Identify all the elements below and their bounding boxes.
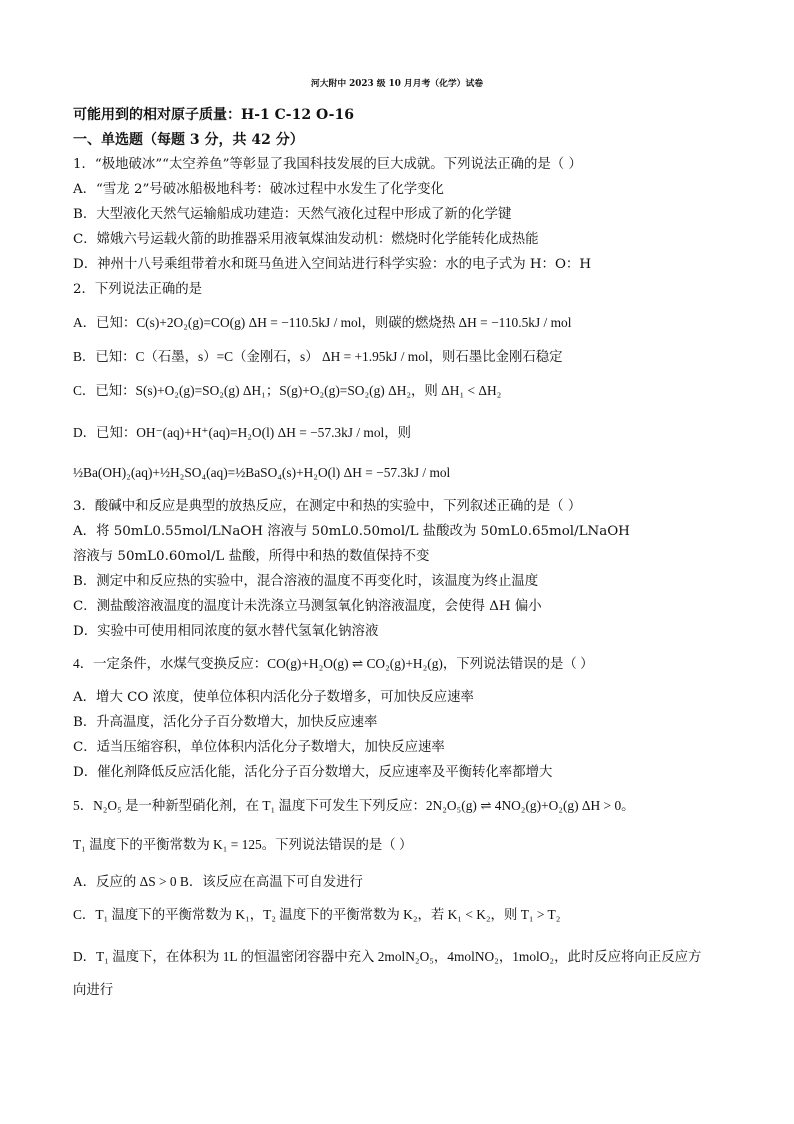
q3-option-c: C．测盐酸溶液温度的温度计未洗涤立马测氢氧化钠溶液温度，会使得 ΔH 偏小 (73, 599, 542, 614)
q5-option-ab: A．反应的 ΔS > 0 B．该反应在高温下可自发进行 (73, 874, 363, 889)
q4-option-b: B．升高温度，活化分子百分数增大，加快反应速率 (73, 715, 378, 730)
q1-stem: 1．“极地破冰”“太空养鱼”等彰显了我国科技发展的巨大成就。下列说法正确的是（ ） (73, 157, 582, 172)
q5-stem-line2: T₁ 温度下的平衡常数为 K₁ = 125。下列说法错误的是（ ） (73, 837, 413, 852)
q4-stem: 4．一定条件，水煤气变换反应：CO(g)+H₂O(g) ⇌ CO₂(g)+H₂(g)，下列说法错误的是（ ） (73, 656, 594, 671)
q2-option-a: A．已知：C(s)+2O₂(g)=CO(g) ΔH = −110.5kJ / mol，则碳的燃烧热 ΔH = −110.5kJ / mol (73, 315, 572, 330)
section-heading: 一、单选题（每题 3 分，共 42 分） (73, 132, 304, 148)
q5-option-d-line1: D．T₁ 温度下，在体积为 1L 的恒温密闭容器中充入 2molN₂O₅，4molNO₂，1molO₂，此时反应将向正反应方 (73, 949, 702, 964)
q1-option-b: B．大型液化天然气运输船成功建造：天然气液化过程中形成了新的化学键 (73, 207, 512, 222)
q2-stem: 2．下列说法正确的是 (73, 282, 203, 297)
q2-option-d-line1: D．已知：OH⁻(aq)+H⁺(aq)=H₂O(l) ΔH = −57.3kJ / mol，则 (73, 425, 412, 440)
q3-option-b: B．测定中和反应热的实验中，混合溶液的温度不再变化时，该温度为终止温度 (73, 574, 539, 589)
q2-option-b: B．已知：C（石墨，s）=C（金刚石，s） ΔH = +1.95kJ / mol，则石墨比金刚石稳定 (73, 349, 563, 364)
atomic-mass-line: 可能用到的相对原子质量：H-1 C-12 O-16 (73, 107, 354, 123)
q3-option-d: D．实验中可使用相同浓度的氨水替代氢氧化钠溶液 (73, 624, 379, 639)
q3-option-a-line1: A．将 50mL0.55mol/LNaOH 溶液与 50mL0.50mol/L 盐酸改为 50mL0.65mol/LNaOH (73, 524, 630, 539)
q2-option-d-line2: ½Ba(OH)₂(aq)+½H₂SO₄(aq)=½BaSO₄(s)+H₂O(l) ΔH = −57.3kJ / mol (73, 465, 451, 480)
q1-option-c: C．嫦娥六号运载火箭的助推器采用液氧煤油发动机：燃烧时化学能转化成热能 (73, 232, 539, 247)
q5-stem: 5．N₂O₅ 是一种新型硝化剂，在 T₁ 温度下可发生下列反应：2N₂O₅(g) ⇌ 4NO₂(g)+O₂(g) ΔH > 0。 (73, 798, 635, 813)
q4-option-a: A．增大 CO 浓度，使单位体积内活化分子数增多，可加快反应速率 (73, 690, 474, 705)
q4-option-d: D．催化剂降低反应活化能，活化分子百分数增大，反应速率及平衡转化率都增大 (73, 765, 553, 780)
q1-option-a: A．“雪龙 2”号破冰船极地科考：破冰过程中水发生了化学变化 (73, 182, 444, 197)
q2-option-c: C．已知：S(s)+O₂(g)=SO₂(g) ΔH₁；S(g)+O₂(g)=SO₂(g) ΔH₂，则 ΔH₁ < ΔH₂ (73, 383, 502, 398)
page-title: 河大附中 2023 级 10 月月考（化学）试卷 (310, 79, 484, 89)
q3-option-a-line2: 溶液与 50mL0.60mol/L 盐酸，所得中和热的数值保持不变 (73, 549, 430, 564)
q5-option-c: C．T₁ 温度下的平衡常数为 K₁，T₂ 温度下的平衡常数为 K₂，若 K₁ < K₂，则 T₁ > T₂ (73, 907, 561, 922)
q3-stem: 3．酸碱中和反应是典型的放热反应，在测定中和热的实验中，下列叙述正确的是（ ） (73, 499, 582, 514)
q1-option-d: D．神州十八号乘组带着水和斑马鱼进入空间站进行科学实验：水的电子式为 H：O：H (73, 257, 591, 272)
q4-option-c: C．适当压缩容积，单位体积内活化分子数增大，加快反应速率 (73, 740, 445, 755)
q5-option-d-line2: 向进行 (73, 983, 114, 998)
